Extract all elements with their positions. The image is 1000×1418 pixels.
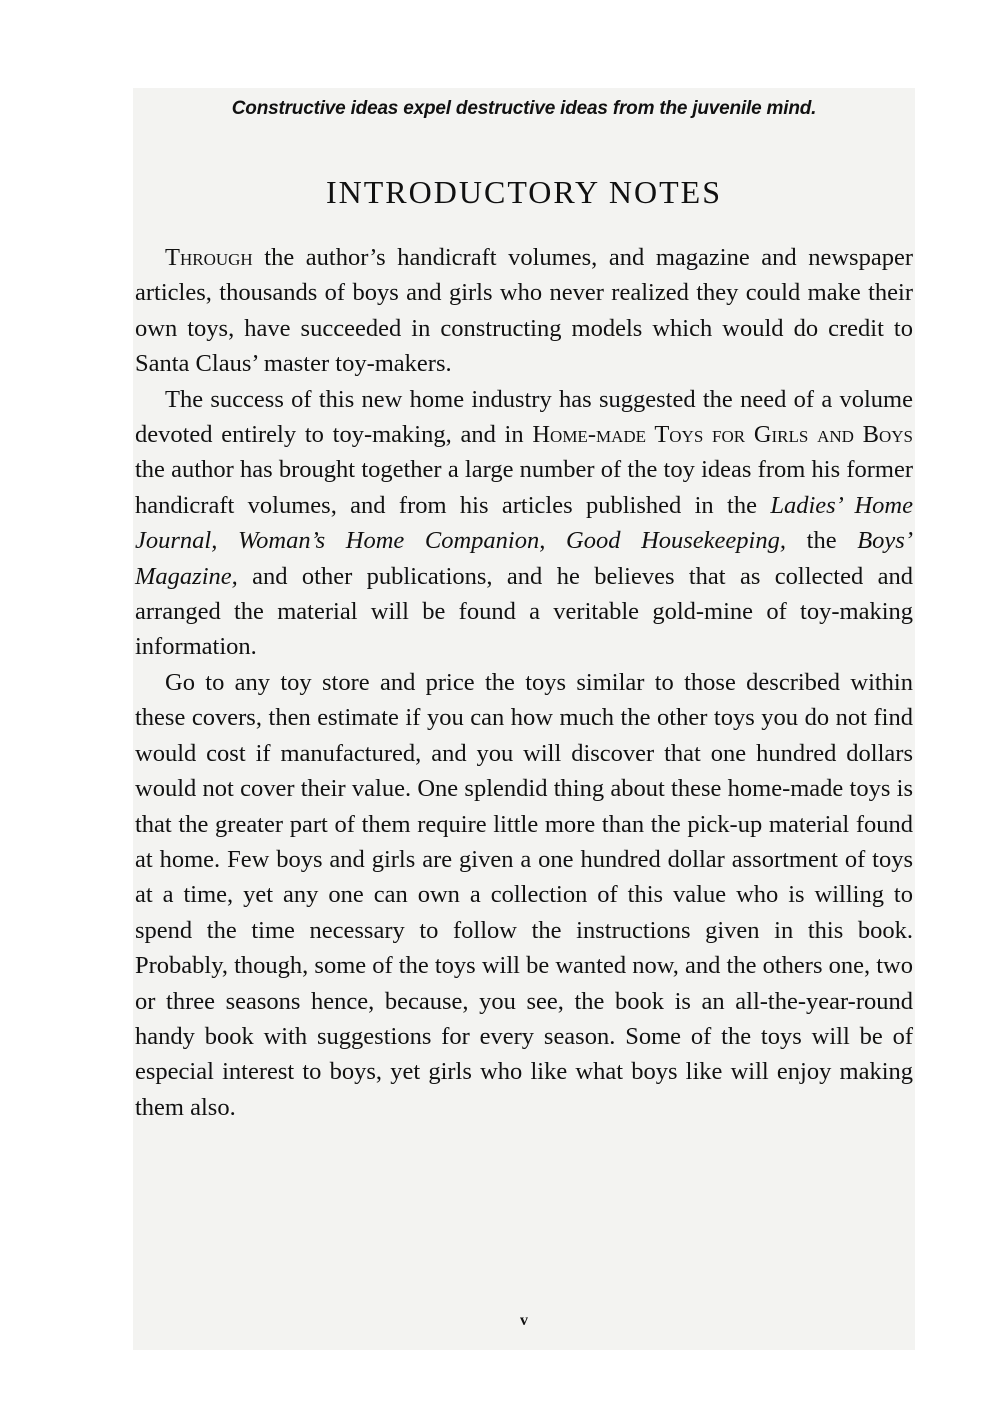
book-title-small-caps: Home-made Toys for Girls and Boys [532, 421, 913, 449]
epigraph: Constructive ideas expel destructive ideas from the juvenile mind. [231, 98, 817, 119]
paragraph-2-text-a: The success of this new home industry has suggested the need of a volume devoted entirely to toy-making, and in [135, 385, 913, 449]
paragraph-1-text: the author’s handicraft volumes, and magazine and newspaper articles, thousands of boys and girls who never realized they could make their own toys, have succeeded in constructing models which would do credit to Santa Claus’ master toy-makers. [135, 244, 913, 378]
publication-list-italic: Ladies’ Home Journal, Woman’s Home Companion, Good Housekeeping, [135, 491, 914, 555]
book-page [133, 88, 915, 1350]
publication-boys-magazine-italic: Boys’ Magazine, [135, 527, 914, 590]
paragraph-1 [135, 240, 913, 382]
paragraph-2-text-b: the author has brought together a large number of the toy ideas from his former handicraft volumes, and from his articles published in the [135, 456, 913, 519]
paragraph-3: Go to any toy store and price the toys similar to those described within these covers, then estimate if you can how much the other toys you do not find would cost if manufactured, and you will discover that one hundred dollars would not cover their value. One splendid thing about these home-made toys is that the greater part of them require little more than the pick-up material found at home. Few boys and girls are given a one hundred dollar assortment of toys at a time, yet any one can own a collection of this value who is willing to spend the time necessary to follow the instructions given in this book. Probably, though, some of the toys will be wanted now, and the others one, two or three seasons hence, because, you see, the book is an all-the-year-round handy book with suggestions for every season. Some of the toys will be of especial interest to boys, yet girls who like what boys like will enjoy making them also. [135, 668, 913, 1121]
page-title: INTRODUCTORY NOTES [325, 174, 722, 210]
lead-in-small-caps: Through [165, 244, 253, 271]
paragraph-2-text-c: the [786, 527, 858, 555]
page-number: v [520, 1312, 528, 1329]
paragraph-2-text-d: and other publications, and he believes that as collected and arranged the material will be found a veritable gold-mine of toy-making information. [135, 562, 913, 661]
paragraph-2 [135, 382, 913, 665]
body-text [135, 240, 913, 1125]
